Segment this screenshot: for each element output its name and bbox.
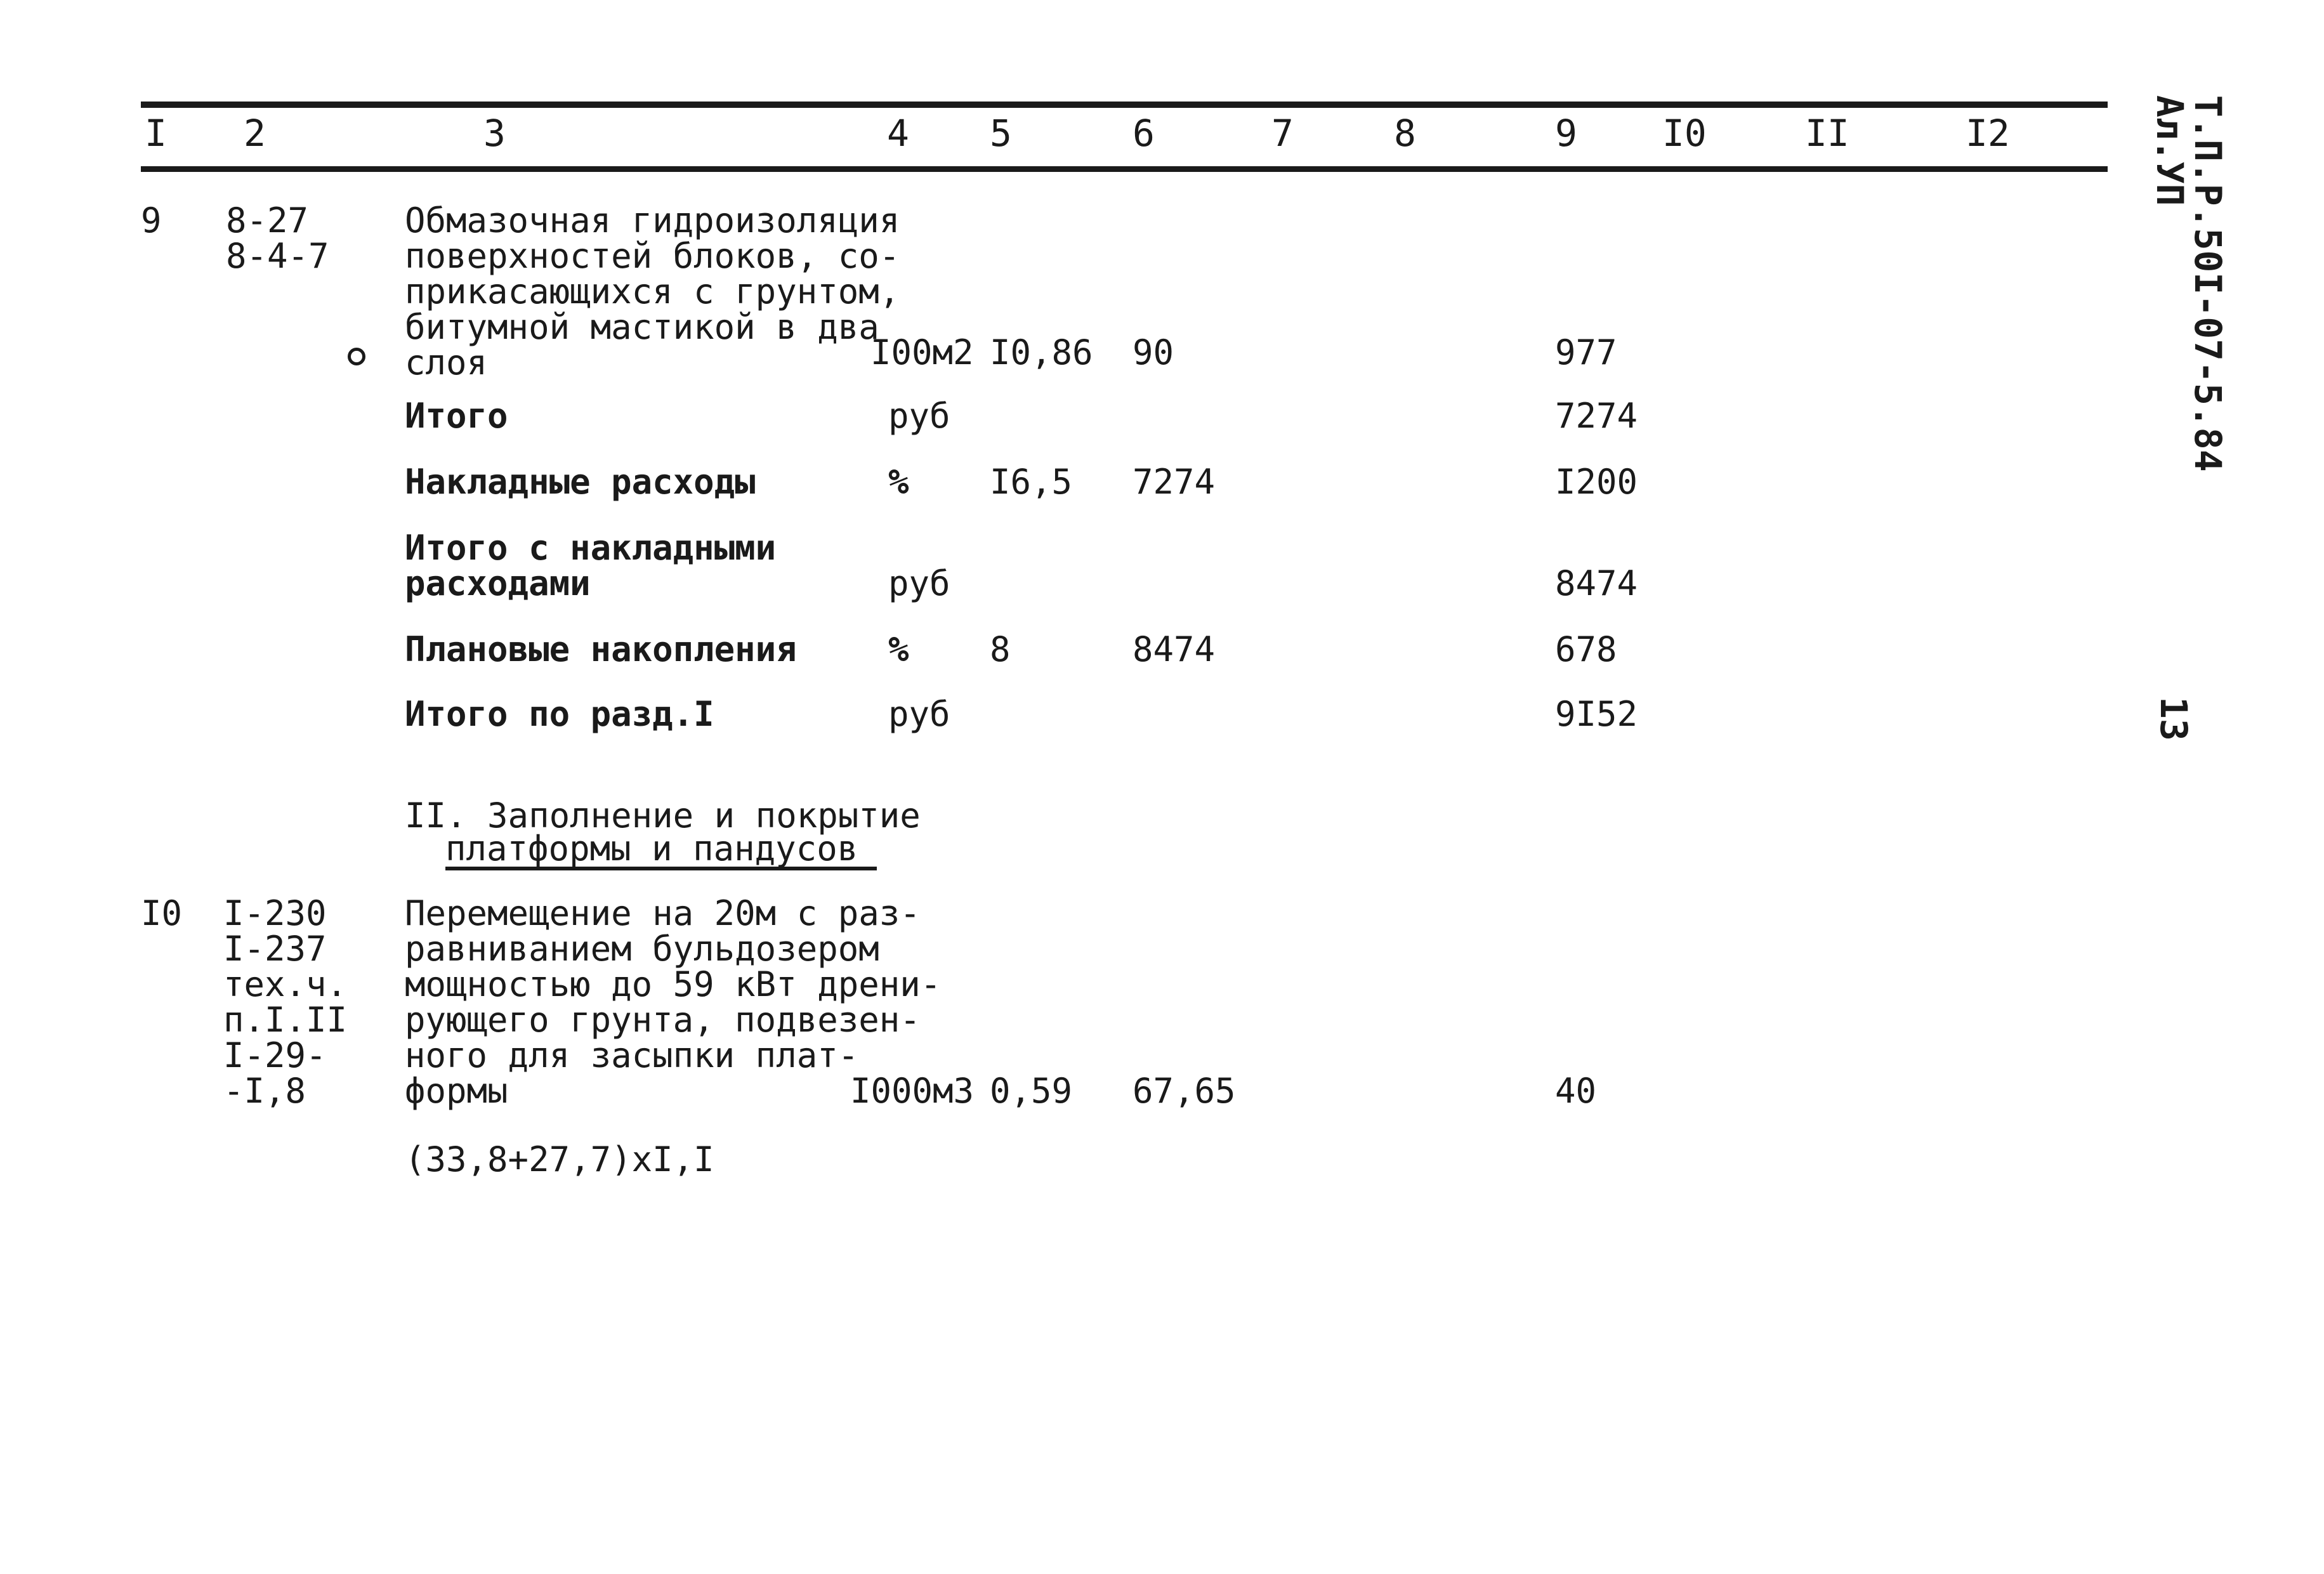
planned-savings-base: 8474 [1132, 629, 1216, 669]
total-with-overhead-unit: руб [888, 563, 950, 603]
row-10-total: 40 [1555, 1071, 1597, 1111]
row-10-codes: I-230 I-237 тех.ч. п.I.II I-29- -I,8 [223, 893, 348, 1111]
overhead-rate: I6,5 [990, 462, 1073, 502]
subtotal-unit: руб [888, 396, 950, 436]
row-10-quantity: 0,59 [990, 1071, 1073, 1111]
page-number: 13 [2152, 697, 2195, 741]
row-9-codes: 8-27 8-4-7 [226, 200, 329, 276]
overhead-base: 7274 [1132, 462, 1216, 502]
row-10-price: 67,65 [1132, 1071, 1236, 1111]
bullet-mark [348, 348, 365, 365]
section-2-heading-line1: II. Заполнение и покрытие [405, 796, 921, 836]
row-9-price: 90 [1132, 332, 1174, 372]
column-header-5: 5 [990, 112, 1012, 155]
column-header-7: 7 [1271, 112, 1294, 155]
header-under-rule [141, 166, 2108, 172]
column-header-11: II [1805, 112, 1849, 155]
column-header-3: 3 [483, 112, 506, 155]
row-9-total: 977 [1555, 332, 1617, 372]
column-header-1: I [145, 112, 167, 155]
section-total-label: Итого по разд.I [405, 694, 714, 734]
column-header-2: 2 [244, 112, 266, 155]
column-header-8: 8 [1394, 112, 1416, 155]
document-stamp: Т.П.Р.50I-07-5.84 Ал.УП [2148, 95, 2229, 472]
overhead-unit: % [888, 462, 909, 502]
row-10-name: Перемещение на 20м с раз- равниванием бульдозером мощностью до 59 кВт дрени- рующего грунта, подвезен- ного для засыпки плат- формы [405, 893, 942, 1111]
row-9-quantity: I0,86 [990, 332, 1093, 372]
column-header-9: 9 [1555, 112, 1577, 155]
row-10-number: I0 [141, 893, 183, 933]
planned-savings-value: 678 [1555, 629, 1617, 669]
row-10-unit: I000м3 [850, 1071, 975, 1111]
row-9-number: 9 [141, 200, 162, 240]
quantity-formula: (33,8+27,7)xI,I [405, 1139, 714, 1179]
total-with-overhead-label: Итого с накладными расходами [405, 528, 777, 603]
row-9-name: Обмазочная гидроизоляция поверхностей блоков, со- прикасающихся с грунтом, битумной мастикой в два слоя [405, 200, 900, 383]
planned-savings-label: Плановые накопления [405, 629, 797, 669]
section-2-heading-line2: платформы и пандусов [445, 831, 877, 870]
section-total-unit: руб [888, 694, 950, 734]
subtotal-value: 7274 [1555, 396, 1638, 436]
section-total-value: 9I52 [1555, 694, 1638, 734]
overhead-label: Накладные расходы [405, 462, 756, 502]
table-top-rule [141, 102, 2108, 108]
column-header-6: 6 [1132, 112, 1155, 155]
total-with-overhead-value: 8474 [1555, 563, 1638, 603]
planned-savings-rate: 8 [990, 629, 1011, 669]
row-9-unit: I00м2 [870, 332, 974, 372]
overhead-value: I200 [1555, 462, 1638, 502]
planned-savings-unit: % [888, 629, 909, 669]
column-header-12: I2 [1966, 112, 2010, 155]
subtotal-label: Итого [405, 396, 508, 436]
column-header-4: 4 [887, 112, 909, 155]
column-header-10: I0 [1662, 112, 1707, 155]
